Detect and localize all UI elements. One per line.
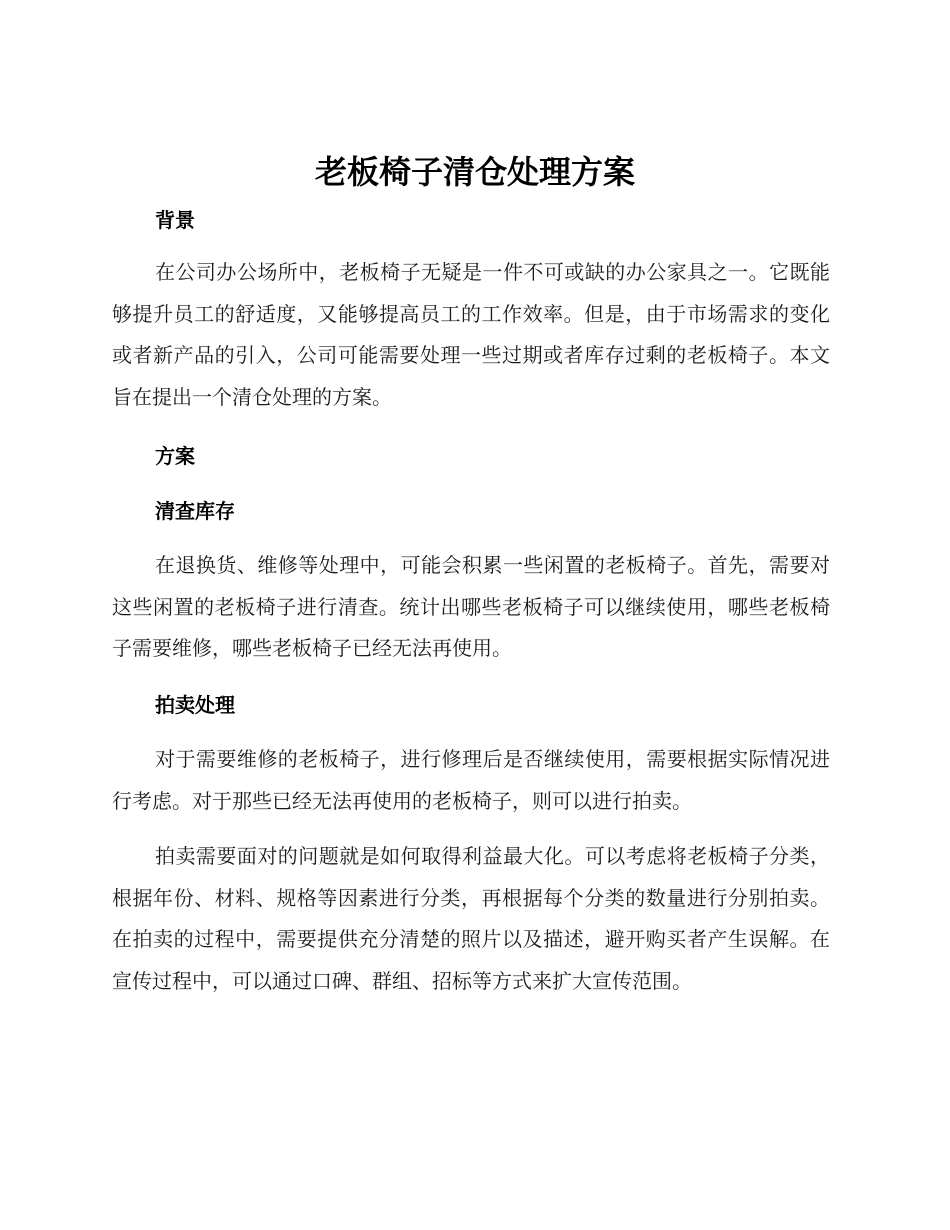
paragraph-inventory: 在退换货、维修等处理中，可能会积累一些闲置的老板椅子。首先，需要对这些闲置的老板椅子进行清查。统计出哪些老板椅子可以继续使用，哪些老板椅子需要维修，哪些老板椅子已经无法再使用。 (112, 553, 830, 660)
section-heading-background: 背景 (155, 208, 195, 232)
paragraph-auction-2: 拍卖需要面对的问题就是如何取得利益最大化。可以考虑将老板椅子分类，根据年份、材料、规格等因素进行分类，再根据每个分类的数量进行分别拍卖。在拍卖的过程中，需要提供充分清楚的照片以及描述，避开购买者产生误解。在宣传过程中，可以通过口碑、群组、招标等方式来扩大宣传范围。 (112, 844, 830, 993)
document-title: 老板椅子清仓处理方案 (314, 153, 635, 191)
section-heading-auction: 拍卖处理 (155, 693, 235, 717)
section-heading-inventory: 清查库存 (155, 499, 235, 523)
paragraph-background: 在公司办公场所中，老板椅子无疑是一件不可或缺的办公家具之一。它既能够提升员工的舒适度，又能够提高员工的工作效率。但是，由于市场需求的变化或者新产品的引入，公司可能需要处理一些过期或者库存过剩的老板椅子。本文旨在提出一个清仓处理的方案。 (112, 260, 830, 409)
paragraph-auction-1: 对于需要维修的老板椅子，进行修理后是否继续使用，需要根据实际情况进行考虑。对于那些已经无法再使用的老板椅子，则可以进行拍卖。 (112, 747, 830, 813)
section-heading-plan: 方案 (155, 444, 195, 468)
